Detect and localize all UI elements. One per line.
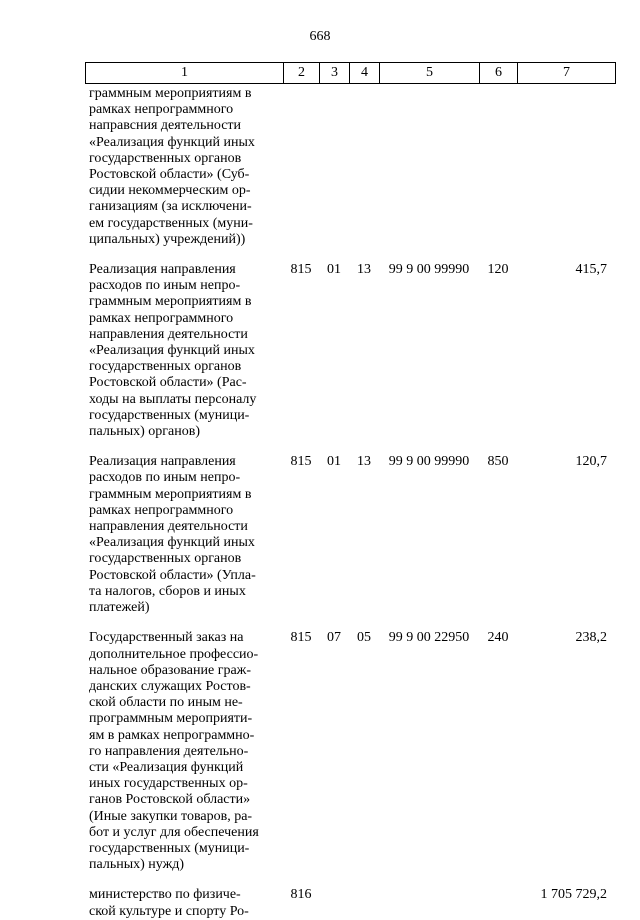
cell-section (319, 887, 349, 919)
row-description: Государственный заказ на дополнительное профессио- нальное образование граж- данских служащих Ростов- ской области по иным не- программным мероприяти- ям в рамках непрограммно- го направления деятельно- сти «Реализация функций иных государственных ор- ганов Ростовской области» (Иные закупки товаров, ра- бот и услуг для обеспечения государственных (муници- пальных) нужд) (89, 630, 259, 873)
col-header-2: 2 (284, 63, 320, 84)
col-header-6: 6 (480, 63, 518, 84)
cell-target-article: 99 9 00 99990 (388, 262, 470, 278)
col-header-5: 5 (380, 63, 480, 84)
cell-amount: 120,7 (575, 454, 607, 470)
cell-ministry: 816 (290, 887, 312, 903)
row-description: министерство по физиче- ской культуре и спорту Ро- (89, 887, 249, 919)
col-header-1: 1 (86, 63, 284, 84)
table-row (85, 86, 615, 262)
budget-table (85, 86, 615, 920)
cell-amount: 238,2 (575, 630, 607, 646)
table-row (85, 454, 615, 630)
cell-subsection: 13 (357, 454, 371, 470)
col-header-7: 7 (518, 63, 616, 84)
cell-subsection (349, 86, 379, 262)
row-description: Реализация направления расходов по иным непро- граммным мероприятиям в рамках непрограммного направления деятельности «Реализация функций иных государственных органов Ростовской области» (Рас- ходы на выплаты персоналу государственных (муници- пальных) органов) (89, 262, 257, 440)
cell-ministry: 815 (290, 454, 312, 470)
cell-expense-type: 120 (487, 262, 509, 278)
cell-section (319, 86, 349, 262)
table-row (85, 262, 615, 454)
cell-target-article: 99 9 00 22950 (388, 630, 470, 646)
cell-ministry: 815 (290, 262, 312, 278)
cell-expense-type: 240 (487, 630, 509, 646)
cell-amount (517, 86, 615, 262)
row-description: Реализация направления расходов по иным непро- граммным мероприятиям в рамках непрограммного направления деятельности «Реализация функций иных государственных органов Ростовской области» (Упла- та налогов, сборов и иных платежей) (89, 454, 256, 616)
col-header-4: 4 (350, 63, 380, 84)
cell-section: 01 (327, 262, 341, 278)
cell-target-article (379, 86, 479, 262)
cell-expense-type (479, 86, 517, 262)
table-row (85, 887, 615, 919)
row-description: граммным мероприятиям в рамках непрограммного направсния деятельности «Реализация функций иных государственных органов Ростовской области» (Суб- сидии некоммерческим ор- ганизациям (за исключени- ем государственных (муни- ципальных) учреждений)) (89, 86, 255, 247)
cell-ministry (283, 86, 319, 262)
cell-subsection: 05 (357, 630, 371, 646)
cell-section: 01 (327, 454, 341, 470)
cell-section: 07 (327, 630, 341, 646)
table-row (85, 630, 615, 887)
cell-amount: 415,7 (575, 262, 607, 278)
page-number: 668 (309, 29, 331, 44)
cell-expense-type: 850 (487, 454, 509, 470)
cell-expense-type (479, 887, 517, 919)
cell-target-article: 99 9 00 99990 (388, 454, 470, 470)
cell-target-article (379, 887, 479, 919)
cell-subsection (349, 887, 379, 919)
cell-subsection: 13 (357, 262, 371, 278)
col-header-3: 3 (320, 63, 350, 84)
table-header (85, 62, 616, 84)
cell-amount: 1 705 729,2 (540, 887, 607, 903)
cell-ministry: 815 (290, 630, 312, 646)
